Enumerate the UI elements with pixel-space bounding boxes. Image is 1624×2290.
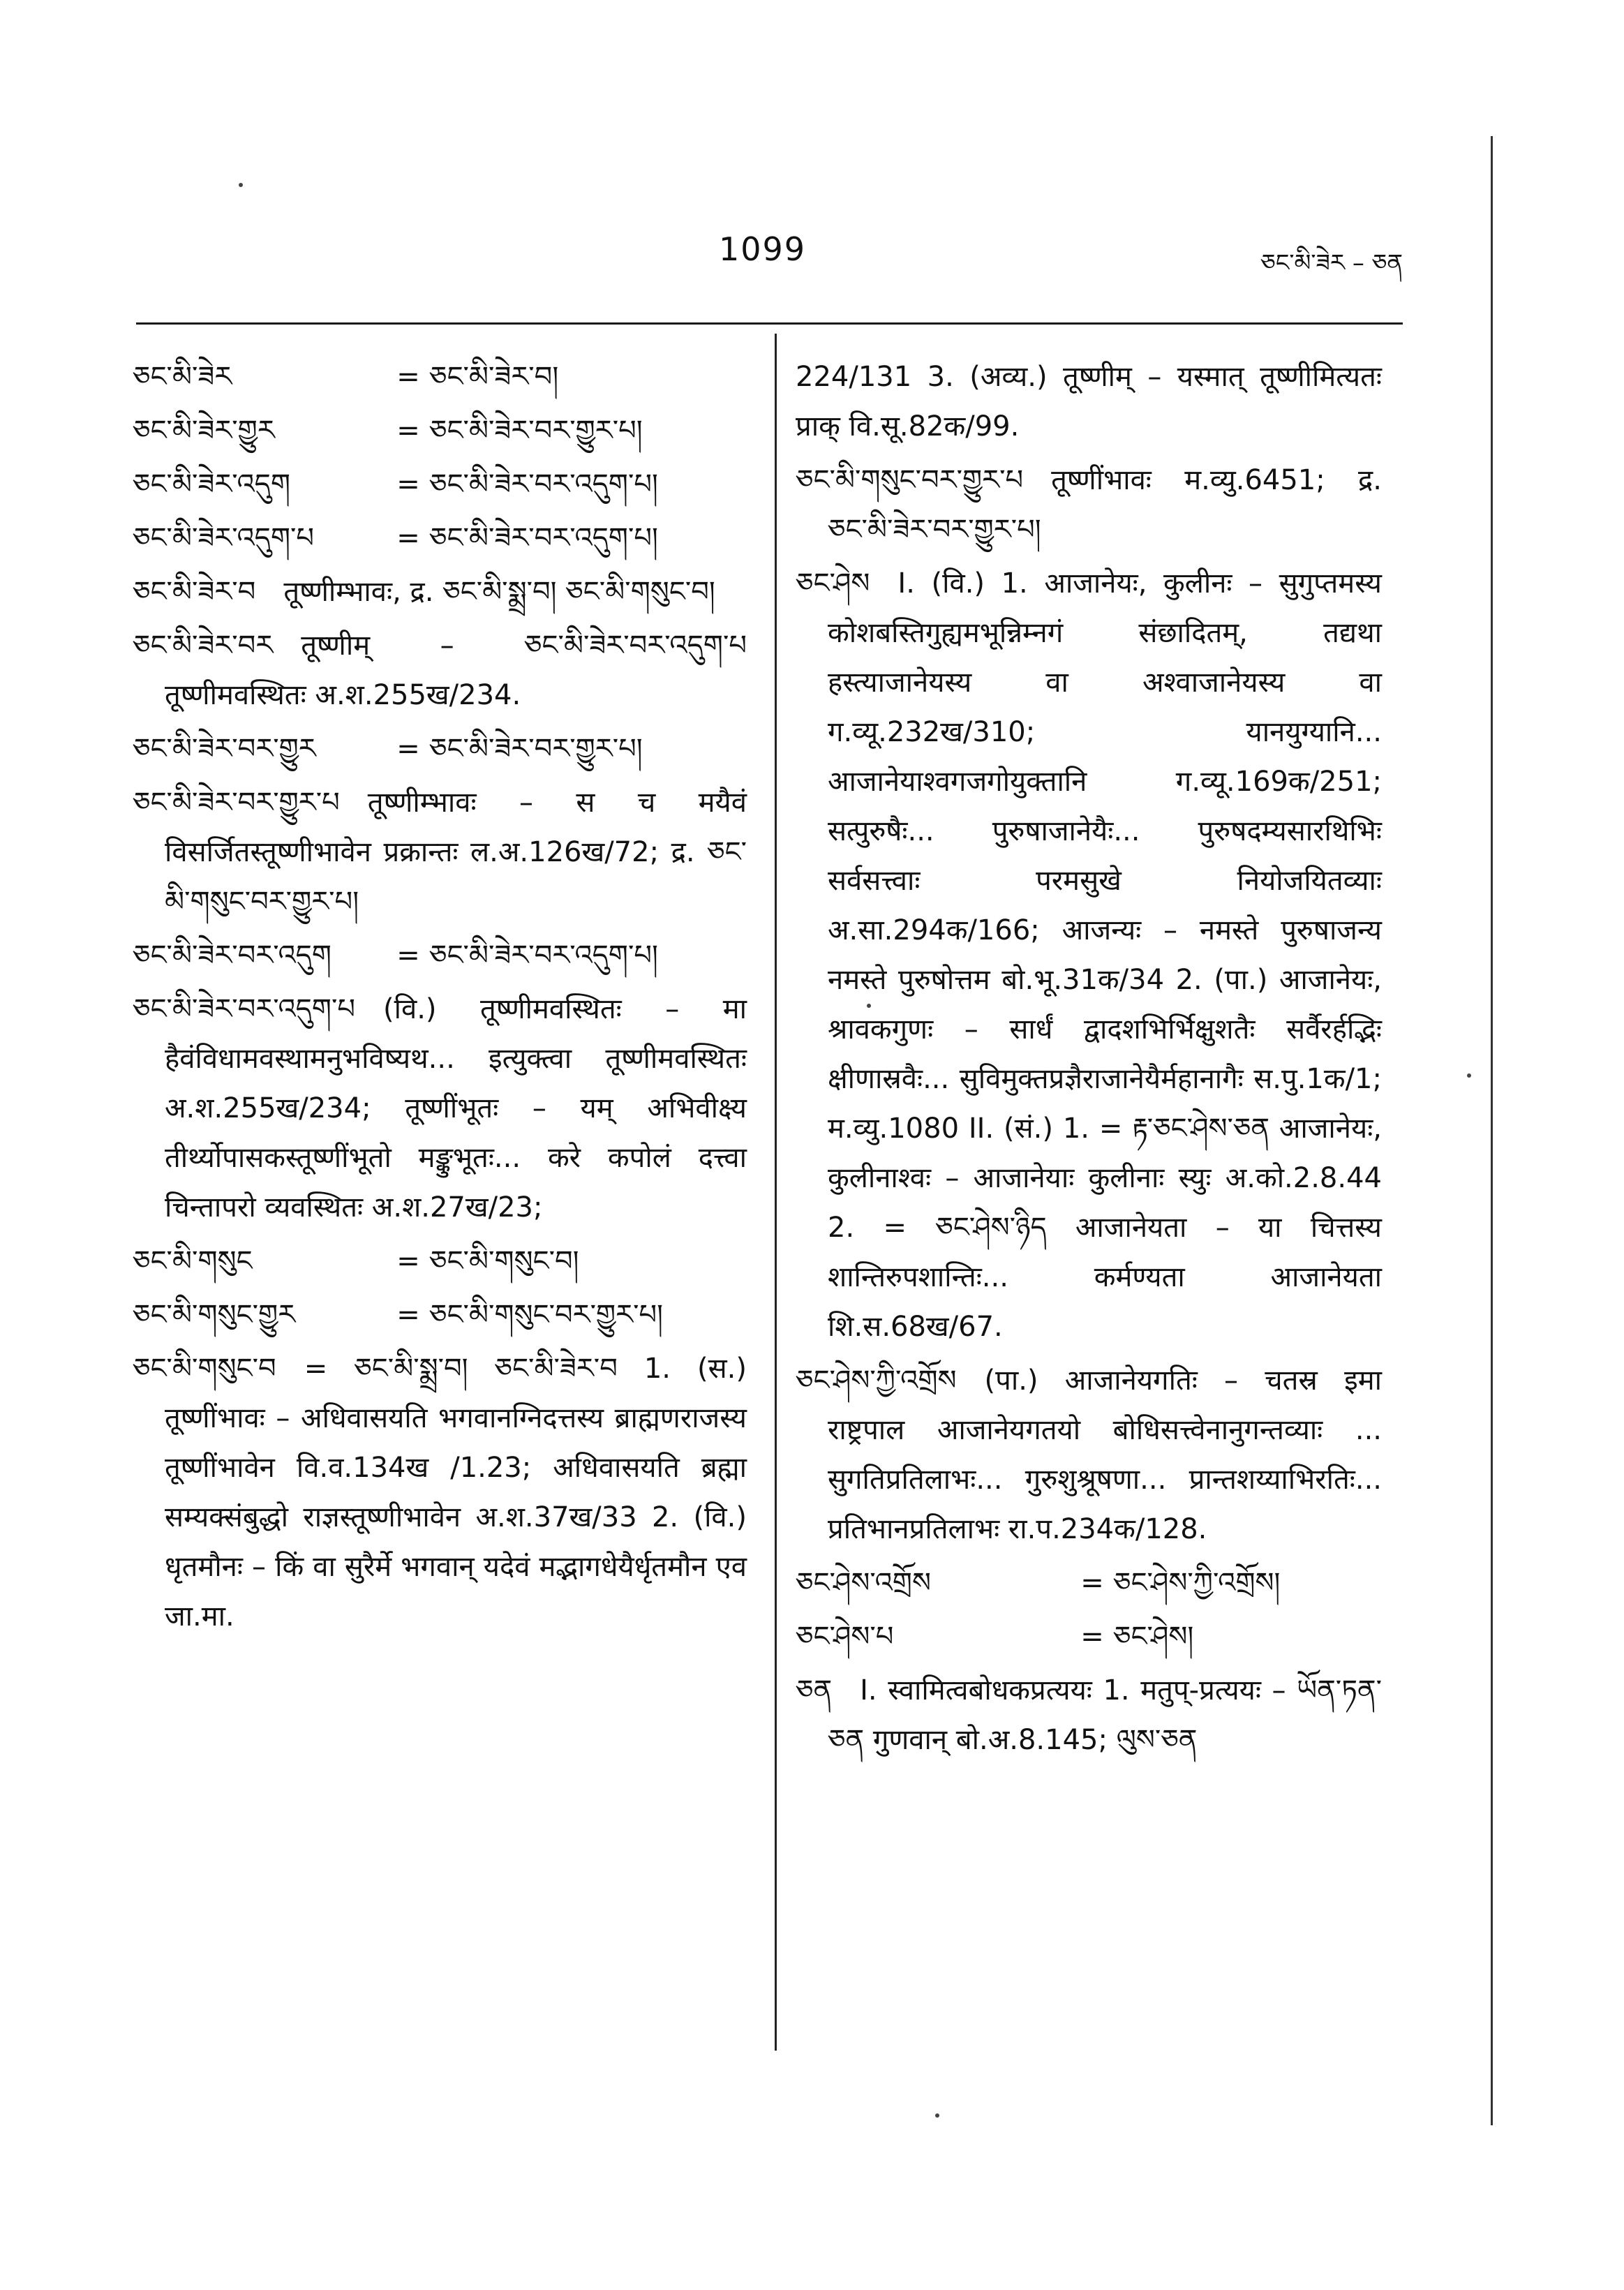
column-divider bbox=[775, 334, 777, 2051]
entry-headword: ཅང་མི་གསུང་བར་གྱུར་པ bbox=[796, 464, 1024, 496]
cross-reference-entry bbox=[796, 1612, 1382, 1662]
dictionary-entry bbox=[796, 559, 1382, 1352]
entry-headword: ཅང་མི་ཟེར་བ bbox=[133, 576, 256, 608]
entry-headword: ཅང་མི་ཟེར་བར་འདུག་པ bbox=[133, 993, 355, 1025]
dictionary-entry bbox=[133, 567, 747, 617]
page-header bbox=[133, 230, 1403, 286]
cross-reference-entry bbox=[796, 1559, 1382, 1608]
equals-sign: = bbox=[396, 733, 420, 765]
equals-sign: = bbox=[396, 1299, 420, 1331]
equals-sign: = bbox=[396, 522, 420, 554]
equals-sign: = bbox=[396, 361, 420, 393]
entry-target: ཅང་མི་ཟེར་བར་འདུག་པ། bbox=[429, 939, 658, 972]
entry-headword: ཅང་ཤེས་པ bbox=[796, 1621, 894, 1653]
entry-target: ཅང་མི་ཟེར་བར་འདུག་པ། bbox=[429, 468, 658, 500]
entry-definition: = ཅང་མི་སྨྲ་བ། ཅང་མི་ཟེར་བ 1. (स.) तूष्णींभावः – अधिवासयति भगवानग्निदत्तस्य ब्राह्मणराजस्य तूष्णींभावेन वि.व.134ख /1.23; अधिवासयति ब्रह्मा सम्यक्संबुद्धो राज्ञस्तूष्णीभावेन अ.श.37ख/33 2. (वि.) धृतमौनः – किं वा सुरैर्मे भगवान् यदेवं मद्भागधेयैर्धृतमौन एव जा.मा. bbox=[165, 1353, 747, 1633]
cross-reference-entry bbox=[133, 514, 747, 563]
entry-definition: (वि.) तूष्णीमवस्थितः – मा हैवंविधामवस्थामनुभविष्यथ... इत्युक्त्वा तूष्णीमवस्थितः अ.श.255ख/234; तूष्णींभूतः – यम् अभिवीक्ष्य तीर्थ्योपासकस्तूष्णींभूतो मङ्कुभूतः... करे कपोलं दत्त्वा चिन्तापरो व्यवस्थितः अ.श.27ख/23; bbox=[165, 993, 747, 1224]
equals-sign: = bbox=[1080, 1567, 1104, 1599]
entry-headword: ཅང་ཤེས་ཀྱི་འགྲོས bbox=[796, 1365, 957, 1397]
dictionary-entry bbox=[133, 621, 747, 720]
entry-headword: ཅང་མི་ཟེར་འདུག་པ bbox=[133, 522, 315, 554]
entry-continuation-text: 224/131 3. (अव्य.) तूष्णीम् – यस्मात् तूष्णीमित्यतः प्राक् वि.सू.82क/99. bbox=[796, 361, 1382, 443]
entry-headword: ཅང་མི་གསུང་གྱུར bbox=[133, 1299, 296, 1331]
dictionary-entry bbox=[796, 352, 1382, 452]
page-edge-line bbox=[1491, 136, 1493, 2125]
equals-sign: = bbox=[396, 415, 420, 447]
entry-headword: ཅང་མི་གསུང་བ bbox=[133, 1353, 276, 1385]
entry-target: ཅང་མི་ཟེར་བར་གྱུར་པ། bbox=[429, 733, 643, 765]
entry-target: ཅང་ཤེས་ཀྱི་འགྲོས། bbox=[1113, 1567, 1281, 1599]
left-column bbox=[133, 352, 747, 1646]
entry-definition: (पा.) आजानेयगतिः – चतस्र इमा राष्ट्रपाल आजानेयगतयो बोधिसत्त्वेनानुगन्तव्याः ... सुगतिप्रतिलाभः... गुरुशुश्रूषणा... प्रान्तशय्याभिरतिः... प्रतिभानप्रतिलाभः रा.प.234क/128. bbox=[828, 1365, 1382, 1545]
running-head: ཅང་མི་ཟེར – ཅན bbox=[1260, 249, 1403, 277]
entry-headword: ཅན bbox=[796, 1674, 833, 1707]
entry-target: ཅང་མི་ཟེར་བར་འདུག་པ། bbox=[429, 522, 658, 554]
entry-definition: I. (वि.) 1. आजानेयः, कुलीनः – सुगुप्तमस्य कोशबस्तिगुह्यमभून्निम्नगं संछादितम्, तद्यथा हस्त्याजानेयस्य वा अश्वाजानेयस्य वा ग.व्यू.232ख/310; यानयुग्यानि... आजानेयाश्वगजगोयुक्तानि ग.व्यू.169क/251; सत्पुरुषैः... पुरुषाजानेयैः... पुरुषदम्यसारथिभिः सर्वसत्त्वाः परमसुखे नियोजयितव्याः अ.सा.294क/166; आजन्यः – नमस्ते पुरुषाजन्य नमस्ते पुरुषोत्तम बो.भू.31क/34 2. (पा.) आजानेयः, श्रावकगुणः – सार्धं द्वादशभिर्भिक्षुशतैः सर्वैरर्हद्भिः क्षीणास्रवैः... सुविमुक्तप्रज्ञैराजानेयैर्महानागैः स.पु.1क/1; म.व्यु.1080 II. (सं.) 1. = རྟ་ཅང་ཤེས་ཅན आजानेयः, कुलीनाश्वः – आजानेयाः कुलीनाः स्युः अ.को.2.8.44 2. = ཅང་ཤེས་ཉིད आजानेयता – या चित्तस्य शान्तिरुपशान्तिः... कर्मण्यता आजानेयता शि.स.68ख/67. bbox=[828, 567, 1382, 1343]
entry-target: ཅང་མི་གསུང་བར་གྱུར་པ། bbox=[429, 1299, 663, 1331]
equals-sign: = bbox=[396, 468, 420, 500]
entry-headword: ཅང་ཤེས་འགྲོས bbox=[796, 1567, 931, 1599]
equals-sign: = bbox=[396, 1245, 420, 1277]
cross-reference-entry bbox=[133, 460, 747, 510]
header-rule bbox=[136, 322, 1403, 325]
entry-target: ཅང་མི་ཟེར་བར་གྱུར་པ། bbox=[429, 415, 643, 447]
scan-speck bbox=[1467, 1073, 1471, 1078]
page-number: 1099 bbox=[719, 230, 807, 268]
entry-headword: ཅང་ཤེས bbox=[796, 567, 870, 600]
entry-headword: ཅང་མི་ཟེར་འདུག bbox=[133, 468, 290, 500]
dictionary-entry bbox=[796, 1356, 1382, 1554]
dictionary-entry bbox=[796, 456, 1382, 555]
entry-headword: ཅང་མི་ཟེར་གྱུར bbox=[133, 415, 275, 447]
cross-reference-entry bbox=[133, 406, 747, 456]
entry-target: ཅང་ཤེས། bbox=[1113, 1621, 1194, 1653]
right-column bbox=[796, 352, 1382, 1769]
entry-target: ཅང་མི་ཟེར་བ། bbox=[429, 361, 559, 393]
cross-reference-entry bbox=[133, 931, 747, 981]
cross-reference-entry bbox=[133, 352, 747, 402]
equals-sign: = bbox=[1080, 1621, 1104, 1653]
dictionary-entry bbox=[133, 1344, 747, 1642]
equals-sign: = bbox=[396, 939, 420, 972]
cross-reference-entry bbox=[133, 1291, 747, 1340]
entry-headword: ཅང་མི་གསུང bbox=[133, 1245, 253, 1277]
entry-target: ཅང་མི་གསུང་བ། bbox=[429, 1245, 579, 1277]
entry-headword: ཅང་མི་ཟེར་བར་གྱུར་པ bbox=[133, 787, 340, 819]
dictionary-entry bbox=[133, 985, 747, 1233]
entry-definition: तूष्णीम्भावः – स च मयैवं विसर्जितस्तूष्णीभावेन प्रक्रान्तः ल.अ.126ख/72; द्र. ཅང་མི་གསུང་བར་གྱུར་པ། bbox=[165, 787, 747, 918]
cross-reference-entry bbox=[133, 1237, 747, 1286]
entry-definition: I. स्वामित्वबोधकप्रत्ययः 1. मतुप्-प्रत्ययः – ཡོན་ཏན་ཅན गुणवान् बो.अ.8.145; ལུས་ཅན bbox=[828, 1674, 1382, 1756]
entry-headword: ཅང་མི་ཟེར་བར bbox=[133, 630, 274, 662]
entry-definition: तूष्णीम्भावः, द्र. ཅང་མི་སྨྲ་བ། ཅང་མི་གསུང་བ། bbox=[283, 576, 715, 608]
dictionary-entry bbox=[796, 1666, 1382, 1765]
cross-reference-entry bbox=[133, 724, 747, 774]
entry-headword: ཅང་མི་ཟེར bbox=[133, 361, 232, 393]
entry-headword: ཅང་མི་ཟེར་བར་འདུག bbox=[133, 939, 331, 972]
entry-headword: ཅང་མི་ཟེར་བར་གྱུར bbox=[133, 733, 316, 765]
scan-speck bbox=[239, 183, 243, 187]
entry-definition: तूष्णींभावः म.व्यु.6451; द्र. ཅང་མི་ཟེར་བར་གྱུར་པ། bbox=[828, 464, 1382, 546]
entry-definition: तूष्णीम् – ཅང་མི་ཟེར་བར་འདུག་པ तूष्णीमवस्थितः अ.श.255ख/234. bbox=[165, 630, 747, 711]
dictionary-entry bbox=[133, 778, 747, 927]
scan-speck bbox=[935, 2113, 939, 2118]
